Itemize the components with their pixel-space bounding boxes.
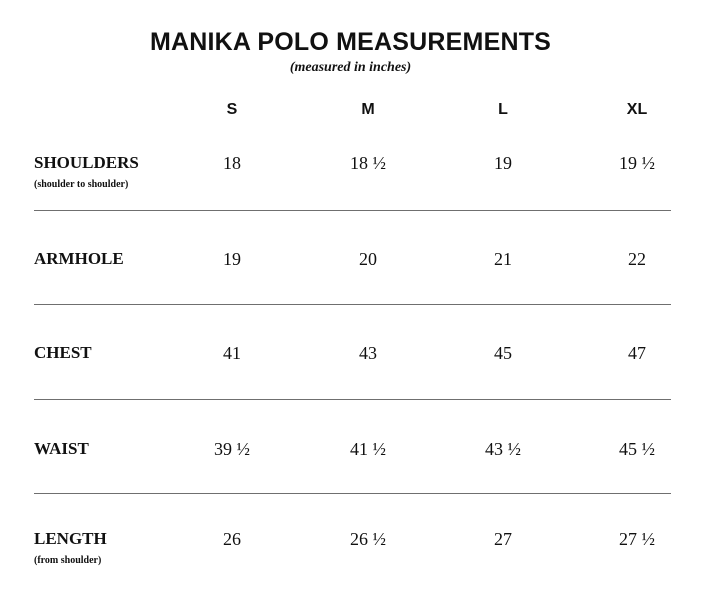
cell-waist-l: 43 ½ <box>485 439 521 459</box>
cell-chest-l: 45 <box>494 343 512 363</box>
cell-armhole-l: 21 <box>494 249 512 269</box>
cell-shoulders-m: 18 ½ <box>350 153 386 173</box>
cell-waist-xl: 45 ½ <box>619 439 655 459</box>
cell-shoulders-s: 18 <box>223 153 241 173</box>
cell-length-m: 26 ½ <box>350 529 386 549</box>
cell-chest-m: 43 <box>359 343 377 363</box>
cell-waist-s: 39 ½ <box>214 439 250 459</box>
size-header-l: L <box>498 101 508 118</box>
row-divider <box>34 210 671 211</box>
row-note-shoulders: (shoulder to shoulder) <box>34 179 129 190</box>
cell-chest-xl: 47 <box>628 343 646 363</box>
row-label-length: LENGTH <box>34 529 107 548</box>
cell-chest-s: 41 <box>223 343 241 363</box>
cell-waist-m: 41 ½ <box>350 439 386 459</box>
cell-armhole-s: 19 <box>223 249 241 269</box>
row-label-chest: CHEST <box>34 343 92 362</box>
row-divider <box>34 493 671 494</box>
row-label-shoulders: SHOULDERS <box>34 153 139 172</box>
cell-shoulders-xl: 19 ½ <box>619 153 655 173</box>
page-title: MANIKA POLO MEASUREMENTS <box>149 28 552 56</box>
row-divider <box>34 304 671 305</box>
cell-length-xl: 27 ½ <box>619 529 655 549</box>
cell-length-l: 27 <box>494 529 512 549</box>
cell-shoulders-l: 19 <box>494 153 512 173</box>
cell-armhole-xl: 22 <box>628 249 646 269</box>
cell-armhole-m: 20 <box>359 249 377 269</box>
size-header-m: M <box>361 101 375 118</box>
row-divider <box>34 399 671 400</box>
row-note-length: (from shoulder) <box>34 555 102 566</box>
size-header-s: S <box>226 101 238 118</box>
row-label-waist: WAIST <box>34 439 89 458</box>
row-label-armhole: ARMHOLE <box>34 249 124 268</box>
page-subtitle: (measured in inches) <box>289 60 412 75</box>
size-header-xl: XL <box>626 101 648 118</box>
cell-length-s: 26 <box>223 529 241 549</box>
